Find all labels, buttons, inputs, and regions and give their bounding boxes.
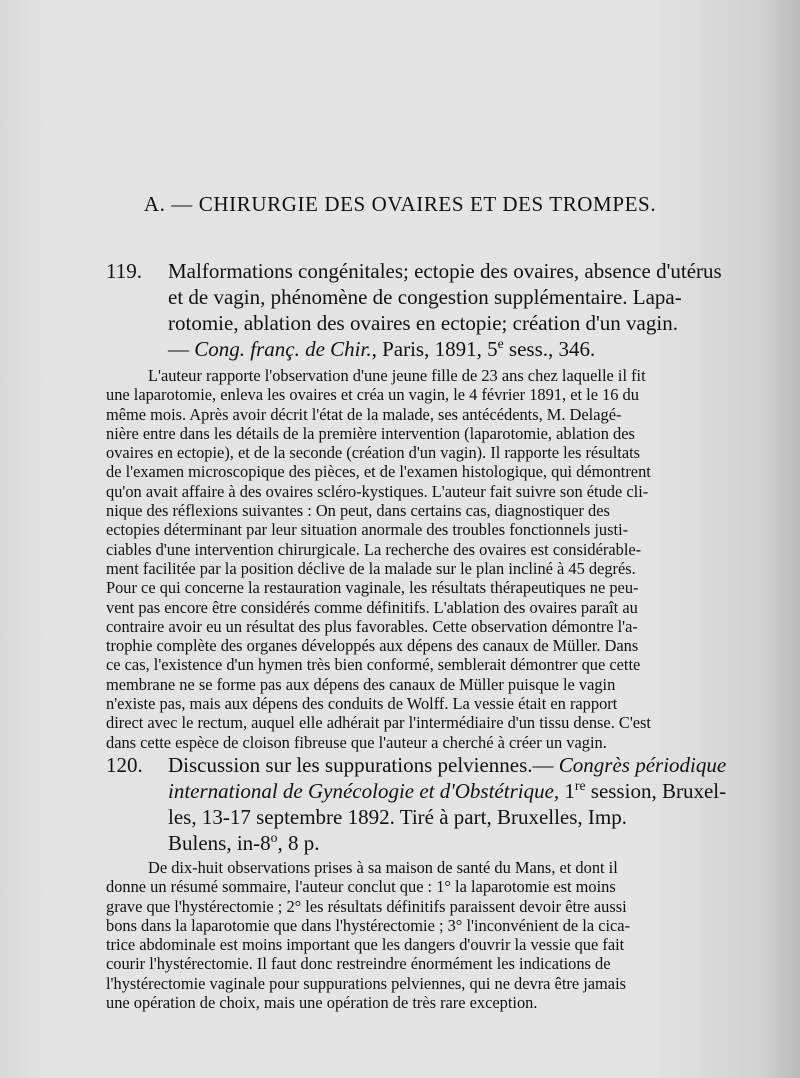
body-line: une opération de choix, mais une opération de très rare exception.: [106, 993, 538, 1013]
body-line: Pour ce qui concerne la restauration vaginale, les résultats thérapeutiques ne peu-: [106, 578, 639, 598]
section-title: A. — CHIRURGIE DES OVAIRES ET DES TROMPES.: [143, 192, 657, 216]
body-line: trice abdominale est moins important que les dangers d'ouvrir la vessie que fait: [106, 935, 625, 955]
body-line: nière entre dans les détails de la première intervention (laparotomie, ablation des: [106, 423, 635, 443]
body-line: courir l'hystérectomie. Il faut donc restreindre énormément les indications de: [106, 954, 611, 974]
body-line: De dix-huit observations prises à sa maison de santé du Mans, et dont il: [148, 858, 618, 877]
entry-title: [168, 752, 727, 856]
body-line: donne un résumé sommaire, l'auteur conclut que : 1° la laparotomie est moins: [106, 877, 616, 897]
body-line: qu'on avait affaire à des ovaires scléro-kystiques. L'auteur fait suivre son étude cli-: [106, 481, 649, 501]
entry-title-line: Bulens, in-8$^o$, 8 p.: [168, 830, 320, 855]
body-line: dans cette espèce de cloison fibreuse que l'auteur a cherché à créer un vagin.: [106, 732, 607, 752]
body-line: nique des réflexions suivantes : On peut, dans certains cas, diagnostiquer des: [106, 501, 610, 521]
entry-title-line: Discussion sur les suppurations pelviennes.— Congrès périodique: [168, 753, 727, 777]
body-line: ectopies déterminant par leur situation anormale des troubles fonctionnels justi-: [106, 520, 629, 540]
body-line: n'existe pas, mais aux dépens des conduits de Wolff. La vessie était en rapport: [106, 694, 618, 714]
body-line: L'auteur rapporte l'observation d'une jeune fille de 23 ans chez laquelle il fit: [148, 366, 646, 385]
body-line: trophie complète des organes développés aux dépens des canaux de Müller. Dans: [106, 636, 639, 656]
body-line: contraire avoir eu un résultat des plus favorables. Cette observation démontre l'a-: [106, 616, 638, 636]
body-line: grave que l'hystérectomie ; 2° les résultats définitifs paraissent devoir être aussi: [106, 896, 627, 916]
body-line: ce cas, l'existence d'un hymen très bien conformé, semblerait démontrer que cette: [106, 655, 641, 675]
body-line: direct avec le rectum, auquel elle adhérait par l'intermédiaire d'un tissu dense. C'est: [106, 713, 651, 733]
body-line: ment facilitée par la position déclive de la malade sur le plan incliné à 45 degrés.: [106, 558, 636, 578]
entry-119-abstract: [106, 366, 698, 752]
entry-title-line: international de Gynécologie et d'Obstétrique, 1re session, Bruxel-: [168, 778, 727, 803]
entry-number: 120.: [106, 753, 143, 777]
journal-name: international de Gynécologie et d'Obstétrique,: [168, 779, 560, 803]
entry-title-line: les, 13-17 septembre 1892. Tiré à part, Bruxelles, Imp.: [168, 805, 628, 829]
body-line: l'hystérectomie vaginale pour suppurations pelviennes, qui ne devra être jamais: [106, 973, 627, 993]
entry-number: 119.: [106, 259, 142, 283]
entry-119-heading: [106, 258, 722, 362]
body-line: de l'examen microscopique des pièces, et de l'examen histologique, qui démontrent: [106, 462, 651, 482]
body-line: même mois. Après avoir décrit l'état de la malade, ses antécédents, M. Delagé-: [106, 404, 622, 424]
entry-120-abstract: [106, 858, 698, 1012]
entry-title-line: rotomie, ablation des ovaires en ectopie; création d'un vagin.: [168, 311, 678, 335]
journal-name: Cong. franç. de Chir.: [194, 337, 372, 361]
entry-120-heading: [106, 752, 727, 856]
entry-title-line: — Cong. franç. de Chir., Paris, 1891, 5e sess., 346.: [168, 336, 596, 361]
entry-title-line: et de vagin, phénomène de congestion supplémentaire. Lapa-: [168, 285, 682, 309]
entry-title: [168, 258, 722, 362]
body-line: ciables d'une intervention chirurgicale. La recherche des ovaires est considérable-: [106, 539, 642, 559]
journal-name: Congrès périodique: [558, 753, 727, 777]
body-line: une laparotomie, enleva les ovaires et créa un vagin, le 4 février 1891, et le 16 du: [106, 385, 639, 405]
body-line: bons dans la laparotomie que dans l'hystérectomie ; 3° l'inconvénient de la cica-: [106, 915, 631, 935]
body-line: ovaires en ectopie), et de la seconde (création d'un vagin). Il rapporte les résultats: [106, 443, 641, 463]
body-line: membrane ne se forme pas aux dépens des canaux de Müller puisque le vagin: [106, 674, 616, 694]
entry-title-line: Malformations congénitales; ectopie des ovaires, absence d'utérus: [168, 259, 722, 283]
body-line: vent pas encore être considérés comme définitifs. L'ablation des ovaires paraît au: [106, 597, 638, 617]
